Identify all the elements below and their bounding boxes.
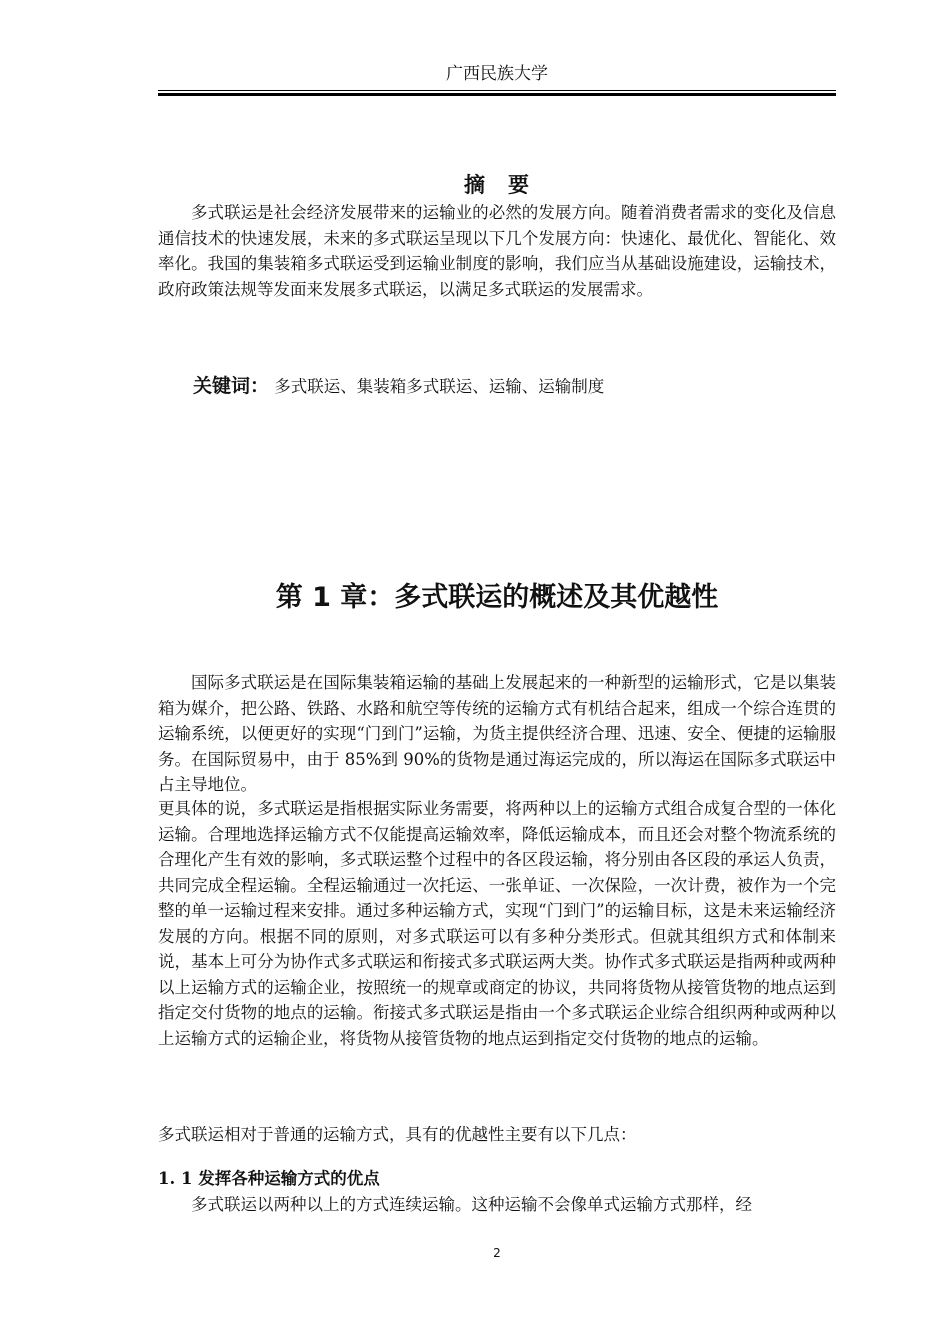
section-heading: 1. 1 发挥各种运输方式的优点 — [158, 1169, 380, 1188]
section-text: 多式联运以两种以上的方式连续运输。这种运输不会像单式运输方式那样，经 — [191, 1195, 752, 1214]
keywords-line — [193, 371, 833, 402]
header-rule-thin — [158, 90, 836, 91]
keywords-label: 关键词： — [193, 375, 270, 397]
chapter-paragraph-3: 多式联运相对于普通的运输方式，具有的优越性主要有以下几点： — [158, 1125, 637, 1144]
abstract-body: 多式联运是社会经济发展带来的运输业的必然的发展方向。随着消费者需求的变化及信息通信技术的快速发展，未来的多式联运呈现以下几个发展方向：快速化、最优化、智能化、效率化。我国的集装箱多式联运受到运输业制度的影响，我们应当从基础设施建设，运输技术，政府政策法规等发面来发展多式联运，以满足多式联运的发展需求。 — [158, 203, 836, 299]
header-rule-thick — [158, 93, 836, 96]
header-title: 广西民族大学 — [446, 64, 548, 84]
chapter-paragraph-1: 国际多式联运是在国际集装箱运输的基础上发展起来的一种新型的运输形式，它是以集装箱为媒介，把公路、铁路、水路和航空等传统的运输方式有机结合起来，组成一个综合连贯的运输系统，以便更好的实现“门到门”运输，为货主提供经济合理、迅速、安全、便捷的运输服务。在国际贸易中，由于 85%到 90%的货物是通过海运完成的，所以海运在国际多式联运中占主导地位。 — [158, 673, 836, 794]
page-number: 2 — [493, 1246, 501, 1260]
chapter-paragraph-2: 更具体的说，多式联运是指根据实际业务需要，将两种以上的运输方式组合成复合型的一体化运输。合理地选择运输方式不仅能提高运输效率，降低运输成本，而且还会对整个物流系统的合理化产生有效的影响，多式联运整个过程中的各区段运输，将分别由各区段的承运人负责，共同完成全程运输。全程运输通过一次托运、一张单证、一次保险，一次计费，被作为一个完整的单一运输过程来安排。通过多种运输方式，实现“门到门”的运输目标，这是未来运输经济发展的方向。根据不同的原则，对多式联运可以有多种分类形式。但就其组织方式和体制来说，基本上可分为协作式多式联运和衔接式多式联运两大类。协作式多式联运是指两种或两种以上运输方式的运输企业，按照统一的规章或商定的协议，共同将货物从接管货物的地点运到指定交付货物的地点的运输。衔接式多式联运是指由一个多式联运企业综合组织两种或两种以上运输方式的运输企业，将货物从接管货物的地点运到指定交付货物的地点的运输。 — [158, 799, 836, 1048]
keywords-value: 多式联运、集装箱多式联运、运输、运输制度 — [274, 377, 605, 396]
chapter-title: 第 1 章：多式联运的概述及其优越性 — [275, 582, 719, 613]
abstract-title: 摘 要 — [464, 173, 530, 197]
